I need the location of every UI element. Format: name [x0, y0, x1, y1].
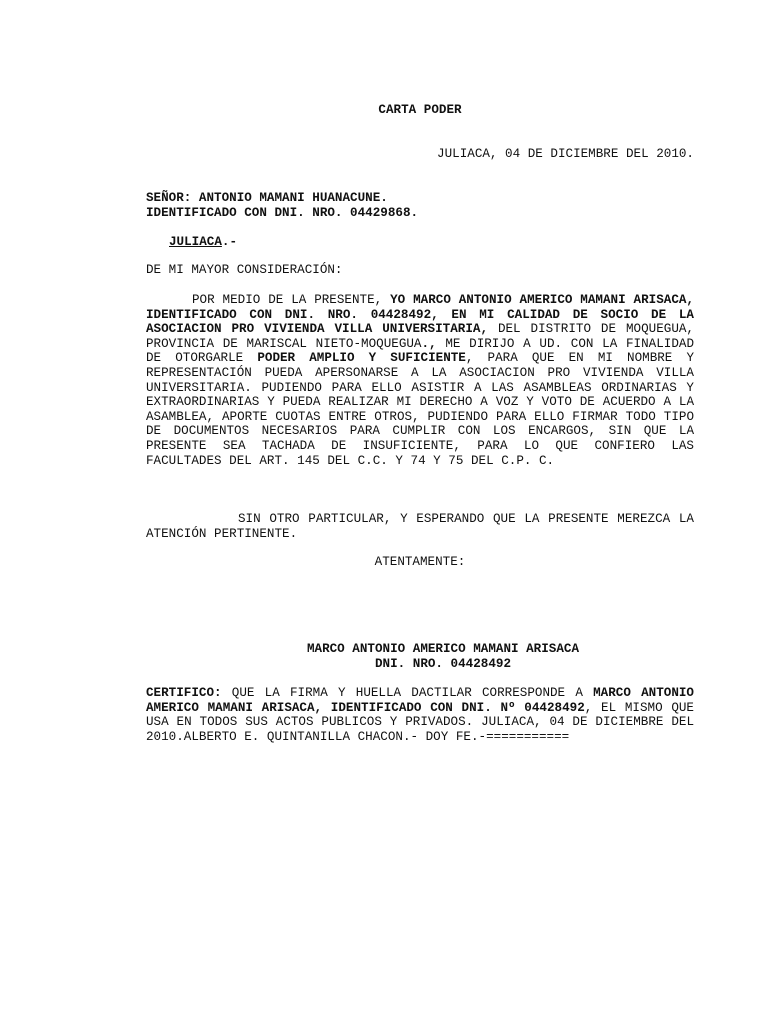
recipient-name: SEÑOR: ANTONIO MAMANI HUANACUNE.: [146, 191, 388, 205]
recipient-block: [146, 191, 694, 220]
body-text: ME DIRIJO A UD. CON LA FINALIDAD DE OTORGARLE: [146, 336, 694, 366]
signature-block: [146, 642, 740, 671]
signature-name: MARCO ANTONIO AMERICO MAMANI ARISACA: [306, 642, 580, 656]
certification-bold-name: MARCO ANTONIO AMERICO MAMANI ARISACA, IDENTIFICADO CON DNI. Nº 04428492: [146, 686, 694, 715]
certification-label: CERTIFICO:: [146, 686, 222, 700]
body-bold-power: PODER AMPLIO Y SUFICIENTE: [257, 351, 466, 366]
body-text: POR MEDIO DE LA PRESENTE,: [192, 293, 391, 307]
body-bold-grantor: YO MARCO ANTONIO AMERICO MAMANI ARISACA, IDENTIFICADO CON DNI. NRO. 04428492, EN MI CALIDAD DE SOCIO DE LA ASOCIACION PRO VIVIENDA VILLA UNIVERSITARIA,: [146, 293, 694, 337]
recipient-city-suffix: .-: [221, 235, 238, 249]
body-paragraph-1: [146, 293, 694, 468]
recipient-id: IDENTIFICADO CON DNI. NRO. 04429868.: [146, 205, 419, 220]
recipient-city-line: [146, 235, 717, 250]
recipient-city: JULIACA: [169, 235, 222, 249]
body-bold-punct: .,: [421, 336, 437, 351]
place-date: JULIACA, 04 DE DICIEMBRE DEL 2010.: [437, 147, 694, 161]
document-title: CARTA PODER: [378, 103, 462, 117]
body-text: , PARA QUE EN MI NOMBRE Y REPRESENTACIÓN PUEDA APERSONARSE A LA ASOCIACION PRO VIVIENDA VILLA UNIVERSITARIA. PUDIENDO PARA ELLO ASISTIR A LAS ASAMBLEAS ORDINARIAS Y EXTRAORDINARIAS Y PUEDA REALIZAR MI DERECHO A VOZ Y VOTO DE ACUERDO A LA ASAMBLEA, APORTE CUOTAS ENTRE OTROS, PUDIENDO PARA ELLO FIRMAR TODO TIPO DE DOCUMENTOS NECESARIOS PARA CUMPLIR CON LOS ENCARGOS, SIN QUE LA PRESENTE SEA TACHADA DE INSUFICIENTE, PARA LO QUE CONFIERO LAS FACULTADES DEL ART. 145 DEL C.C. Y 74 Y 75 DEL C.P. C.: [146, 351, 695, 468]
salutation: DE MI MAYOR CONSIDERACIÓN:: [146, 263, 343, 277]
body-paragraph-2: SIN OTRO PARTICULAR, Y ESPERANDO QUE LA PRESENTE MEREZCA LA ATENCIÓN PERTINENTE.: [146, 512, 694, 541]
signature-dni: DNI. NRO. 04428492: [374, 656, 512, 671]
certification-paragraph: [146, 686, 694, 744]
certification-text: , EL MISMO QUE USA EN TODOS SUS ACTOS PUBLICOS Y PRIVADOS. JULIACA, 04 DE DICIEMBRE DEL 2010.ALBERTO E. QUINTANILLA CHACON.- DOY FE.-===========: [146, 700, 694, 744]
certification-text: QUE LA FIRMA Y HUELLA DACTILAR CORRESPONDE A: [221, 686, 594, 700]
body-text: DEL DISTRITO DE MOQUEGUA, PROVINCIA DE MARISCAL NIETO-MOQUEGUA: [146, 322, 694, 351]
closing: ATENTAMENTE:: [374, 555, 466, 569]
